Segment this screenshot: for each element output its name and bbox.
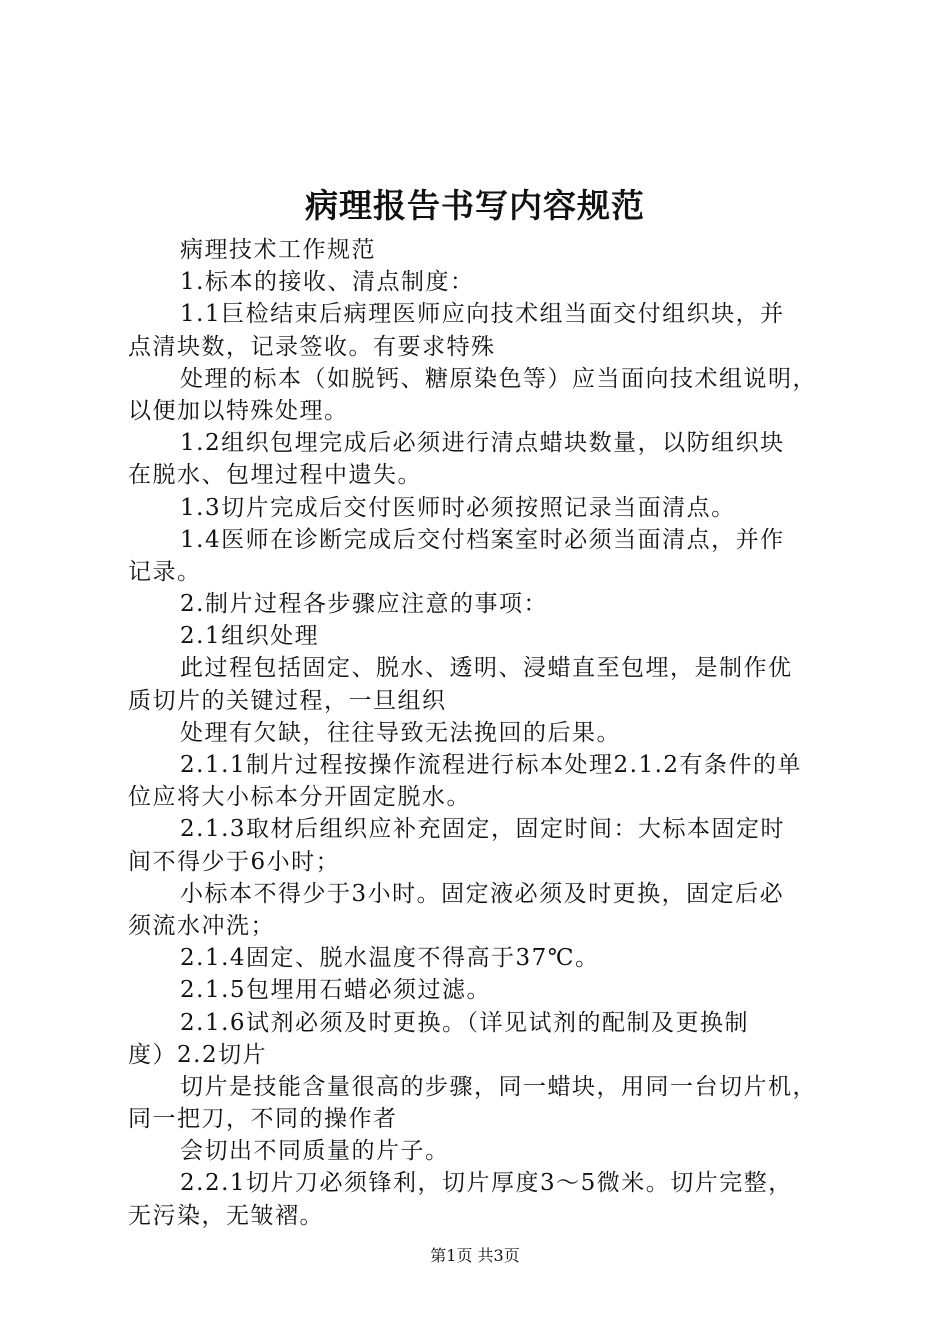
text-line: 度）2.2切片 <box>128 1041 268 1068</box>
text-line: 位应将大小标本分开固定脱水。 <box>128 784 471 811</box>
text-line: 质切片的关键过程，一旦组织 <box>128 687 447 714</box>
document-body <box>128 234 832 1232</box>
text-line: 间不得少于6小时； <box>128 848 341 875</box>
text-line: 2.1组织处理 <box>180 623 320 650</box>
text-line: 处理有欠缺，往往导致无法挽回的后果。 <box>180 719 621 746</box>
text-line: 此过程包括固定、脱水、透明、浸蜡直至包埋，是制作优 <box>180 655 793 682</box>
text-line: 2.1.6试剂必须及时更换。（详见试剂的配制及更换制 <box>180 1009 750 1036</box>
text-line: 病理技术工作规范 <box>180 237 376 263</box>
text-line: 1.1巨检结束后病理医师应向技术组当面交付组织块，并 <box>180 301 785 328</box>
text-line: 处理的标本（如脱钙、糖原染色等）应当面向技术组说明， <box>180 365 817 392</box>
text-line: 小标本不得少于3小时。固定液必须及时更换，固定后必 <box>180 880 785 907</box>
text-line: 切片是技能含量很高的步骤，同一蜡块，用同一台切片机， <box>180 1073 817 1100</box>
text-line: 在脱水、包埋过程中遗失。 <box>128 462 422 489</box>
text-line: 2.2.1切片刀必须锋利，切片厚度3～5微米。切片完整， <box>180 1170 793 1197</box>
text-line: 2.制片过程各步骤应注意的事项： <box>180 591 548 618</box>
text-line: 无污染，无皱褶。 <box>128 1202 324 1229</box>
text-line: 会切出不同质量的片子。 <box>180 1138 450 1165</box>
text-line: 2.1.1制片过程按操作流程进行标本处理2.1.2有条件的单 <box>180 752 803 778</box>
text-line: 须流水冲洗； <box>128 912 275 939</box>
text-line: 1.4医师在诊断完成后交付档案室时必须当面清点，并作 <box>180 526 785 553</box>
text-line: 1.3切片完成后交付医师时必须按照记录当面清点。 <box>180 494 736 521</box>
text-line: 2.1.3取材后组织应补充固定，固定时间：大标本固定时 <box>180 816 786 843</box>
text-line: 记录。 <box>128 558 202 585</box>
document-title: 病理报告书写内容规范 <box>305 186 645 225</box>
page-footer: 第1页 共3页 <box>430 1246 520 1265</box>
text-line: 以便加以特殊处理。 <box>128 397 349 424</box>
text-line: 2.1.5包埋用石蜡必须过滤。 <box>180 977 492 1004</box>
text-line: 1.2组织包埋完成后必须进行清点蜡块数量，以防组织块 <box>180 430 785 457</box>
text-line: 点清块数，记录签收。有要求特殊 <box>128 333 496 360</box>
text-line: 同一把刀，不同的操作者 <box>128 1106 398 1133</box>
text-line: 2.1.4固定、脱水温度不得高于37℃。 <box>180 945 600 972</box>
text-line: 1.标本的接收、清点制度： <box>180 269 475 296</box>
